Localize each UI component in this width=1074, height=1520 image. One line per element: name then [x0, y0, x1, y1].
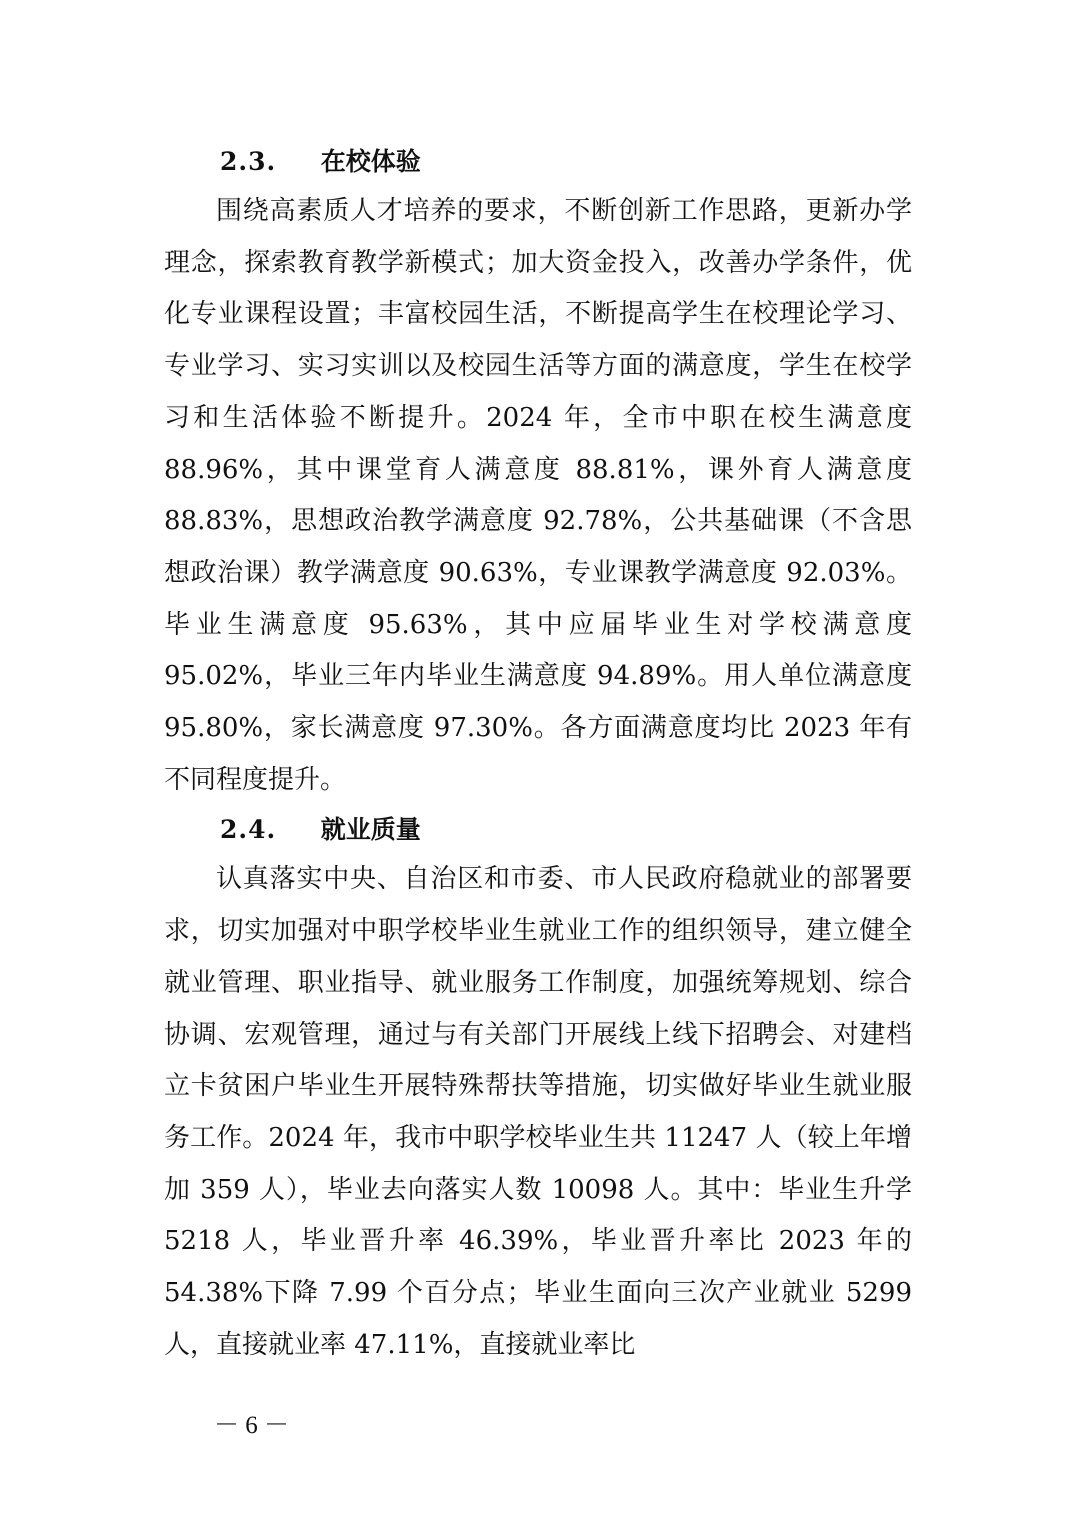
section-title: 在校体验 — [320, 147, 421, 176]
section-paragraph-2-4: 认真落实中央、自治区和市委、市人民政府稳就业的部署要求，切实加强对中职学校毕业生就业工作的组织领导，建立健全就业管理、职业指导、就业服务工作制度，加强统筹规划、综合协调、宏观管理，通过与有关部门开展线上线下招聘会、对建档立卡贫困户毕业生开展特殊帮扶等措施，切实做好毕业生就业服务工作。2024 年，我市中职学校毕业生共 11247 人（较上年增加 359 人），毕业去向落实人数 10098 人。其中：毕业生升学 5218 人，毕业晋升率 46.39%，毕业晋升率比 2023 年的 54.38%下降 7.99 个百分点；毕业生面向三次产业就业 5299 人，直接就业率 47.11%，直接就业率比 — [164, 864, 912, 1360]
section-number: 2.4. — [220, 815, 277, 845]
page-number: － 6 － — [214, 1412, 290, 1439]
section-title: 就业质量 — [320, 815, 421, 845]
section-number: 2.3. — [220, 147, 277, 176]
section-heading-2-4 — [164, 806, 912, 854]
section-paragraph-2-3: 围绕高素质人才培养的要求，不断创新工作思路，更新办学理念，探索教育教学新模式；加大资金投入，改善办学条件，优化专业课程设置；丰富校园生活，不断提高学生在校理论学习、专业学习、实习实训以及校园生活等方面的满意度，学生在校学习和生活体验不断提升。2024 年，全市中职在校生满意度 88.96%，其中课堂育人满意度 88.81%，课外育人满意度 88.83%，思想政治教学满意度 92.78%，公共基础课（不含思想政治课）教学满意度 90.63%，专业课教学满意度 92.03%。毕业生满意度 95.63%，其中应届毕业生对学校满意度 95.02%，毕业三年内毕业生满意度 94.89%。用人单位满意度 95.80%，家长满意度 97.30%。各方面满意度均比 2023 年有不同程度提升。 — [164, 196, 912, 795]
section-heading-2-3 — [164, 138, 912, 186]
page-body — [164, 138, 912, 1371]
